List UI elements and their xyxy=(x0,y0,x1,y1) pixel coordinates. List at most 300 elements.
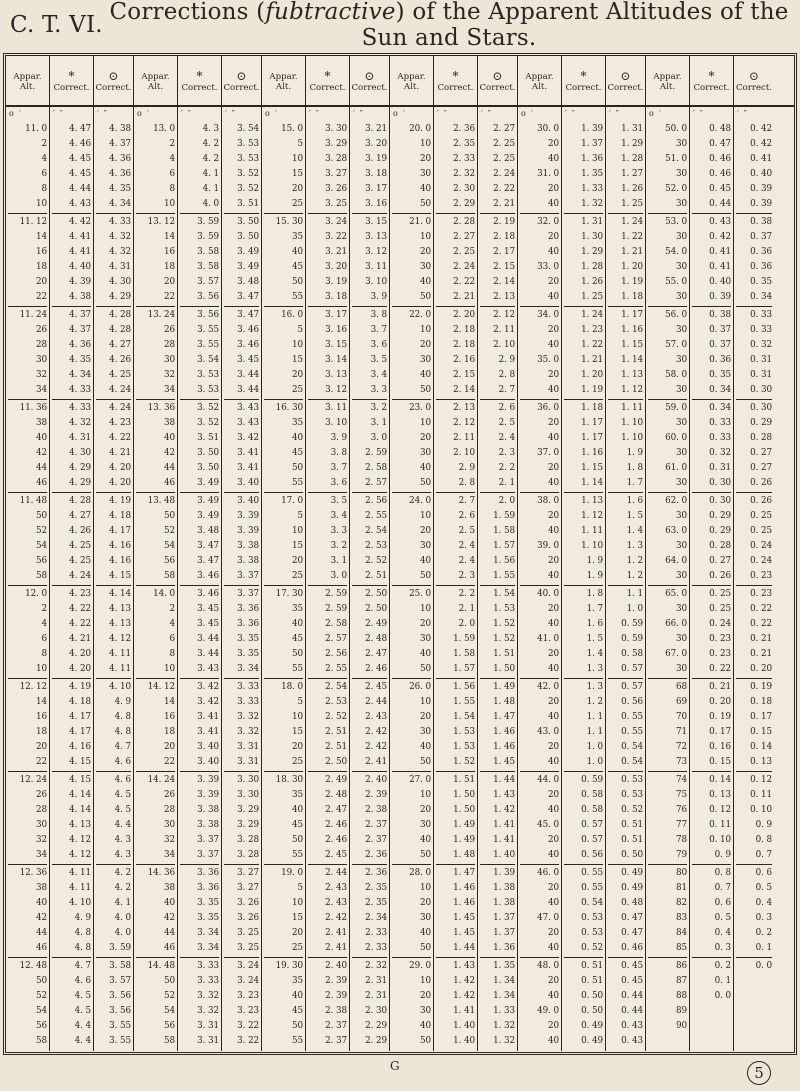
table-cell: 20 xyxy=(292,556,303,566)
table-cell: 3. 49 xyxy=(237,247,259,257)
table-cell: 11. 12 xyxy=(19,217,47,227)
table-cell: 0. 46 xyxy=(709,154,731,164)
table-cell: 55 xyxy=(292,478,303,488)
table-cell: 50 xyxy=(164,511,175,521)
table-cell: 4. 41 xyxy=(69,247,91,257)
table-cell: 0. 55 xyxy=(621,712,643,722)
table-cell: 3. 22 xyxy=(325,232,347,242)
table-cell: 4. 0 xyxy=(114,928,131,938)
table-cell: 2. 18 xyxy=(493,232,515,242)
table-cell: 41. 0 xyxy=(537,634,559,644)
table-cell: 56 xyxy=(36,556,47,566)
table-cell: 0. 56 xyxy=(581,850,603,860)
table-cell: 3. 55 xyxy=(109,1036,131,1046)
table-cell: 0. 50 xyxy=(581,991,603,1001)
row-block xyxy=(436,772,475,865)
table-cell: 0. 46 xyxy=(709,169,731,179)
header-alt-text: Alt. xyxy=(275,81,292,92)
table-cell: 0. 53 xyxy=(621,790,643,800)
row-block xyxy=(692,307,731,400)
table-cell: 3. 15 xyxy=(365,217,387,227)
table-cell: 1. 5 xyxy=(626,511,643,521)
header-correct-text: Correct. xyxy=(479,83,516,93)
table-cell: 2. 22 xyxy=(493,184,515,194)
table-cell: 0. 1 xyxy=(755,943,772,953)
table-cell: 5 xyxy=(297,697,303,707)
table-cell: 2. 59 xyxy=(325,604,347,614)
table-cell: 45 xyxy=(292,448,303,458)
table-cell: 30 xyxy=(676,604,687,614)
table-cell: 4. 29 xyxy=(69,478,91,488)
row-block xyxy=(564,679,603,772)
header-alt-5 xyxy=(646,56,690,105)
table-cell: 0. 19 xyxy=(750,682,772,692)
table-cell: 4. 30 xyxy=(109,277,131,287)
row-block xyxy=(392,958,431,1050)
row-block xyxy=(96,400,131,493)
table-cell: 1. 21 xyxy=(621,247,643,257)
table-cell: 54 xyxy=(36,1006,47,1016)
table-cell: 3. 23 xyxy=(237,1006,259,1016)
table-cell: 0. 0 xyxy=(714,991,731,1001)
table-cell: 1. 1 xyxy=(586,727,603,737)
table-cell: 18 xyxy=(164,727,175,737)
table-cell: 4. 38 xyxy=(109,124,131,134)
table-cell: 2. 35 xyxy=(365,898,387,908)
table-cell: 3. 44 xyxy=(237,385,259,395)
table-cell: 50 xyxy=(36,511,47,521)
row-block xyxy=(564,400,603,493)
row-block xyxy=(352,679,387,772)
table-cell: 2. 39 xyxy=(325,976,347,986)
table-cell: 25 xyxy=(292,571,303,581)
table-cell xyxy=(736,974,772,989)
table-cell: 0. 32 xyxy=(750,340,772,350)
column-sun-1 xyxy=(222,121,262,1051)
table-cell: 3. 23 xyxy=(237,991,259,1001)
table-cell: 30 xyxy=(676,232,687,242)
table-cell: 1. 9 xyxy=(626,448,643,458)
table-cell: 3. 28 xyxy=(237,835,259,845)
table-cell: 1. 9 xyxy=(586,571,603,581)
table-cell: 1. 49 xyxy=(493,682,515,692)
row-block xyxy=(520,958,559,1050)
table-cell: 12. 48 xyxy=(19,961,47,971)
table-cell: 5 xyxy=(297,139,303,149)
table-cell: 1. 56 xyxy=(453,682,475,692)
table-cell: 4. 8 xyxy=(114,712,131,722)
row-block xyxy=(180,772,219,865)
table-cell: 54. 0 xyxy=(665,247,687,257)
table-cell: 0. 51 xyxy=(581,961,603,971)
table-cell: 1. 51 xyxy=(493,649,515,659)
table-cell: 0. 49 xyxy=(581,1036,603,1046)
units-alt-1: o ′ xyxy=(134,107,178,121)
table-cell: 4. 44 xyxy=(69,184,91,194)
table-cell: 40 xyxy=(548,1036,559,1046)
table-cell: 3. 53 xyxy=(237,139,259,149)
row-block xyxy=(224,865,259,958)
table-cell: 2. 35 xyxy=(453,139,475,149)
table-cell: 2. 57 xyxy=(365,478,387,488)
table-cell: 4. 12 xyxy=(69,850,91,860)
table-cell: 14. 48 xyxy=(147,961,175,971)
table-cell: 2. 50 xyxy=(325,757,347,767)
table-cell: 0. 17 xyxy=(709,727,731,737)
row-block xyxy=(136,214,175,307)
table-cell: 3. 30 xyxy=(325,124,347,134)
table-cell: 67. 0 xyxy=(665,649,687,659)
star-symbol-icon: * xyxy=(68,69,75,83)
table-cell: 10 xyxy=(420,697,431,707)
table-cell: 20 xyxy=(548,556,559,566)
table-cell: 0. 37 xyxy=(709,325,731,335)
table-cell: 2. 36 xyxy=(365,868,387,878)
row-block xyxy=(648,772,687,865)
row-block xyxy=(392,772,431,865)
table-cell: 0. 34 xyxy=(709,403,731,413)
table-cell: 14. 36 xyxy=(147,868,175,878)
table-cell: 0. 21 xyxy=(709,682,731,692)
table-cell: 1. 19 xyxy=(581,385,603,395)
table-cell: 0. 57 xyxy=(621,664,643,674)
table-cell: 2. 41 xyxy=(325,928,347,938)
row-block xyxy=(52,586,91,679)
table-cell: 0. 23 xyxy=(709,649,731,659)
table-cell: 10 xyxy=(420,139,431,149)
row-block xyxy=(224,772,259,865)
table-cell: 3. 37 xyxy=(197,850,219,860)
table-cell: 1. 7 xyxy=(626,478,643,488)
table-cell: 3. 4 xyxy=(370,370,387,380)
table-cell: 3. 56 xyxy=(197,310,219,320)
table-cell: 2. 55 xyxy=(325,664,347,674)
table-cell: 3. 29 xyxy=(325,139,347,149)
table-cell: 3. 32 xyxy=(237,712,259,722)
table-cell: 2. 37 xyxy=(325,1021,347,1031)
header-star-2 xyxy=(306,56,350,105)
table-cell: 0. 29 xyxy=(750,418,772,428)
table-cell: 2. 44 xyxy=(365,697,387,707)
table-cell: 2. 20 xyxy=(453,310,475,320)
table-cell: 3. 39 xyxy=(237,526,259,536)
table-cell: 2. 49 xyxy=(325,775,347,785)
table-cell: 24. 0 xyxy=(409,496,431,506)
table-cell: 4. 26 xyxy=(69,526,91,536)
table-cell: 0. 13 xyxy=(709,790,731,800)
column-star-1 xyxy=(178,121,222,1051)
table-cell: 3. 35 xyxy=(197,898,219,908)
row-block xyxy=(96,493,131,586)
table-cell: 3. 24 xyxy=(325,217,347,227)
table-cell: 2. 5 xyxy=(458,526,475,536)
table-cell: 40 xyxy=(548,619,559,629)
table-cell: 3. 31 xyxy=(197,1036,219,1046)
table-cell: 12. 36 xyxy=(19,868,47,878)
table-cell: 2. 0 xyxy=(498,496,515,506)
table-cell: 1. 14 xyxy=(581,478,603,488)
table-cell: 1. 48 xyxy=(493,697,515,707)
table-cell: 2. 10 xyxy=(453,448,475,458)
table-cell: 1. 2 xyxy=(586,697,603,707)
table-cell: 42 xyxy=(36,913,47,923)
table-cell: 1. 6 xyxy=(586,619,603,629)
table-cell: 1. 1 xyxy=(586,712,603,722)
table-cell: 3. 26 xyxy=(237,898,259,908)
table-cell: 0. 14 xyxy=(750,742,772,752)
table-cell: 0. 9 xyxy=(755,820,772,830)
table-cell: 1. 48 xyxy=(453,850,475,860)
table-cell: 20 xyxy=(548,325,559,335)
table-cell: 3. 56 xyxy=(197,292,219,302)
table-cell: 1. 23 xyxy=(581,325,603,335)
table-cell: 65. 0 xyxy=(665,589,687,599)
table-cell: 1. 30 xyxy=(581,232,603,242)
table-cell: 0. 43 xyxy=(621,1021,643,1031)
table-cell: 1. 27 xyxy=(621,169,643,179)
table-cell: 4. 26 xyxy=(109,355,131,365)
table-cell: 4. 0 xyxy=(202,199,219,209)
table-cell: 40 xyxy=(420,742,431,752)
table-cell: 1. 40 xyxy=(453,1021,475,1031)
table-cell: 82 xyxy=(676,898,687,908)
table-cell: 4. 17 xyxy=(69,712,91,722)
table-cell: 30 xyxy=(676,355,687,365)
table-cell: 4. 37 xyxy=(109,139,131,149)
table-cell: 30 xyxy=(420,727,431,737)
table-cell: 13. 36 xyxy=(147,403,175,413)
table-cell: 10 xyxy=(420,325,431,335)
row-block xyxy=(52,679,91,772)
table-cell: 0. 53 xyxy=(581,928,603,938)
header-correct-text: Correct. xyxy=(735,83,773,93)
table-cell: 1. 47 xyxy=(493,712,515,722)
table-cell: 1. 54 xyxy=(493,589,515,599)
table-cell: 1. 17 xyxy=(581,418,603,428)
table-cell: 4. 16 xyxy=(109,556,131,566)
table-cell: 1. 28 xyxy=(621,154,643,164)
row-block xyxy=(392,586,431,679)
table-cell: 0. 51 xyxy=(621,835,643,845)
row-block xyxy=(8,400,47,493)
table-cell: 1. 4 xyxy=(626,526,643,536)
row-block xyxy=(136,958,175,1050)
row-block xyxy=(392,307,431,400)
table-cell: 3. 22 xyxy=(237,1036,259,1046)
table-cell: 0. 38 xyxy=(750,217,772,227)
table-cell: 1. 38 xyxy=(493,883,515,893)
table-cell: 3. 48 xyxy=(197,526,219,536)
units-star-3: ′ ″ xyxy=(434,107,478,121)
row-block xyxy=(520,586,559,679)
table-cell: 50 xyxy=(292,1021,303,1031)
table-cell: 40 xyxy=(548,805,559,815)
table-cell: 2. 7 xyxy=(498,385,515,395)
table-cell: 3. 52 xyxy=(237,169,259,179)
row-block xyxy=(520,679,559,772)
table-cell: 0. 20 xyxy=(709,697,731,707)
table-cell: 0. 42 xyxy=(750,139,772,149)
table-cell: 4. 34 xyxy=(69,370,91,380)
table-cell: 1. 24 xyxy=(621,217,643,227)
table-cell: 4. 12 xyxy=(109,634,131,644)
table-cell: 4. 3 xyxy=(114,850,131,860)
row-block xyxy=(308,772,347,865)
table-cell: 2. 46 xyxy=(365,664,387,674)
row-block xyxy=(520,865,559,958)
table-cell: 35 xyxy=(292,976,303,986)
table-cell: 6 xyxy=(41,634,47,644)
table-cell: 20 xyxy=(548,697,559,707)
header-alt-1 xyxy=(134,56,178,105)
table-cell: 3. 21 xyxy=(325,247,347,257)
table-cell: 0. 42 xyxy=(750,124,772,134)
table-cell: 58 xyxy=(164,571,175,581)
table-cell: 40 xyxy=(548,943,559,953)
table-cell: 3. 19 xyxy=(365,154,387,164)
table-cell: 0. 3 xyxy=(755,913,772,923)
table-cell: 12. 0 xyxy=(25,589,47,599)
table-cell: 3. 44 xyxy=(197,634,219,644)
column-star-4 xyxy=(562,121,606,1051)
table-cell: 20 xyxy=(292,742,303,752)
row-block xyxy=(180,679,219,772)
table-cell: 2. 18 xyxy=(453,340,475,350)
table-cell: 1. 57 xyxy=(453,664,475,674)
table-cell: 1. 56 xyxy=(493,556,515,566)
table-cell: 19. 0 xyxy=(281,868,303,878)
table-cell: 4. 45 xyxy=(69,169,91,179)
table-cell: 1. 34 xyxy=(493,991,515,1001)
table-cell: 1. 26 xyxy=(621,184,643,194)
table-cell: 3. 33 xyxy=(197,961,219,971)
table-cell: 0. 31 xyxy=(750,355,772,365)
table-cell: 2. 17 xyxy=(493,247,515,257)
table-cell: 4. 46 xyxy=(69,139,91,149)
table-cell: 3. 10 xyxy=(325,418,347,428)
table-cell: 55. 0 xyxy=(665,277,687,287)
table-cell: 2. 12 xyxy=(493,310,515,320)
table-cell: 3. 13 xyxy=(365,232,387,242)
table-cell: 56 xyxy=(164,1021,175,1031)
row-block xyxy=(392,214,431,307)
table-cell: 1. 5 xyxy=(586,634,603,644)
table-cell: 3. 16 xyxy=(325,325,347,335)
column-alt-3 xyxy=(390,121,434,1051)
row-block xyxy=(480,214,515,307)
table-cell: 12. 24 xyxy=(19,775,47,785)
table-cell: 42 xyxy=(36,448,47,458)
row-block xyxy=(52,958,91,1050)
row-block xyxy=(436,307,475,400)
table-cell: 1. 42 xyxy=(453,976,475,986)
units-star-1: ′ ″ xyxy=(178,107,222,121)
header-appar-text: Appar. xyxy=(397,71,426,82)
row-block xyxy=(136,865,175,958)
table-cell: 2. 54 xyxy=(325,682,347,692)
row-block xyxy=(436,214,475,307)
row-block xyxy=(180,214,219,307)
table-cell: 30 xyxy=(420,913,431,923)
table-cell: 0. 51 xyxy=(581,976,603,986)
table-cell: 30 xyxy=(676,448,687,458)
table-cell: 35 xyxy=(292,790,303,800)
table-cell: 0. 57 xyxy=(581,820,603,830)
row-block xyxy=(352,958,387,1050)
table-cell: 0. 50 xyxy=(621,850,643,860)
table-cell: 30 xyxy=(676,325,687,335)
header-appar-text: Appar. xyxy=(653,71,682,82)
table-cell: 2. 16 xyxy=(453,355,475,365)
table-cell: 32 xyxy=(164,370,175,380)
row-block xyxy=(520,493,559,586)
table-cell: 0. 10 xyxy=(750,805,772,815)
units-row xyxy=(6,107,794,121)
table-cell xyxy=(736,989,772,1004)
column-sun-3 xyxy=(478,121,518,1051)
table-cell: 1. 46 xyxy=(493,742,515,752)
table-cell: 0. 32 xyxy=(709,448,731,458)
table-cell: 30. 0 xyxy=(537,124,559,134)
table-cell: 3. 35 xyxy=(237,634,259,644)
table-cell: 4. 31 xyxy=(69,433,91,443)
table-cell: 1. 9 xyxy=(586,556,603,566)
table-cell: 0. 44 xyxy=(621,991,643,1001)
table-cell: 3. 36 xyxy=(237,604,259,614)
header-alt-4 xyxy=(518,56,562,105)
table-cell: 13. 0 xyxy=(153,124,175,134)
table-cell: 3. 6 xyxy=(330,478,347,488)
table-cell: 4. 22 xyxy=(69,619,91,629)
table-cell: 0. 40 xyxy=(750,169,772,179)
table-cell: 28 xyxy=(164,340,175,350)
table-cell: 2. 42 xyxy=(365,742,387,752)
table-cell: 3. 17 xyxy=(365,184,387,194)
column-sun-5 xyxy=(734,121,774,1051)
table-cell: 10 xyxy=(292,526,303,536)
table-cell: 1. 22 xyxy=(581,340,603,350)
table-cell: 16. 0 xyxy=(281,310,303,320)
table-cell: 3. 41 xyxy=(237,463,259,473)
table-cell: 1. 39 xyxy=(493,868,515,878)
table-cell: 1. 52 xyxy=(453,757,475,767)
table-cell: 0. 7 xyxy=(714,883,731,893)
units-alt-4: o ′ xyxy=(518,107,562,121)
table-cell: 2. 38 xyxy=(365,805,387,815)
table-cell: 18. 0 xyxy=(281,682,303,692)
table-cell: 3. 49 xyxy=(197,496,219,506)
row-block xyxy=(52,121,91,214)
row-block xyxy=(520,400,559,493)
table-cell: 1. 41 xyxy=(493,820,515,830)
table-cell: 2. 25 xyxy=(493,139,515,149)
table-cell: 22. 0 xyxy=(409,310,431,320)
table-cell: 3. 8 xyxy=(370,310,387,320)
table-cell: 2. 59 xyxy=(325,589,347,599)
table-cell: 2. 44 xyxy=(325,868,347,878)
row-block xyxy=(736,586,772,679)
table-cell: 3. 20 xyxy=(325,262,347,272)
table-cell: 4. 4 xyxy=(74,1021,91,1031)
table-cell: 4. 8 xyxy=(74,928,91,938)
table-cell: 2. 36 xyxy=(453,124,475,134)
table-cell: 3. 20 xyxy=(365,139,387,149)
row-block xyxy=(648,865,687,958)
table-cell: 3. 36 xyxy=(197,883,219,893)
table-cell: 40 xyxy=(420,184,431,194)
row-block xyxy=(352,493,387,586)
table-cell: 2. 21 xyxy=(453,292,475,302)
